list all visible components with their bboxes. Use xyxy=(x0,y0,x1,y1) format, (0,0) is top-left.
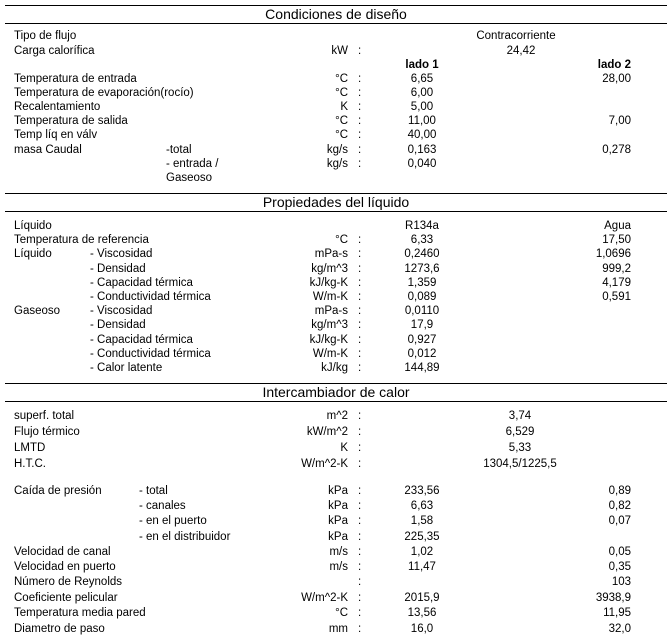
gas-prop-row xyxy=(0,347,671,361)
mass-gas-label: Gaseoso xyxy=(166,172,213,184)
fluid-label: Líquido xyxy=(14,220,52,232)
row-label: - Conductividad térmica xyxy=(90,348,211,360)
row-value-side1: 40,00 xyxy=(407,129,437,141)
row-value-side2: 17,50 xyxy=(602,234,631,246)
colon: : xyxy=(358,410,362,422)
row-value-side1: 0,163 xyxy=(407,144,437,156)
row-value-side1: 16,0 xyxy=(410,623,434,635)
row-label: Temperatura de entrada xyxy=(14,73,137,85)
row-label: - Viscosidad xyxy=(90,248,153,260)
row-value-side2: 0,07 xyxy=(608,515,631,527)
colon: : xyxy=(358,319,362,331)
row-value-side2: 7,00 xyxy=(608,115,631,127)
row-value-side2: 999,2 xyxy=(602,263,631,275)
row-unit: W/m-K xyxy=(312,291,348,303)
row-unit: °C xyxy=(335,115,348,127)
pressure-row xyxy=(0,514,671,528)
colon: : xyxy=(358,607,362,619)
row-value-side1: 2015,9 xyxy=(404,592,440,604)
row-value-side2: 0,82 xyxy=(608,500,631,512)
gas-group-label: Gaseoso xyxy=(14,305,61,317)
pressure-row xyxy=(0,484,671,498)
row-label: - canales xyxy=(139,500,186,512)
row-label: - Viscosidad xyxy=(90,305,153,317)
row-unit: kPa xyxy=(328,500,348,512)
row-label: Número de Reynolds xyxy=(14,576,123,588)
row-label: Temperatura de salida xyxy=(14,115,128,127)
row-label: - en el puerto xyxy=(139,515,207,527)
row-label: Temperatura de evaporación(rocío) xyxy=(14,87,194,99)
section-header-exchanger: Intercambiador de calor xyxy=(5,383,667,402)
design-row xyxy=(0,72,671,86)
section-header-design: Condiciones de diseño xyxy=(5,5,667,24)
row-unit: m/s xyxy=(329,561,348,573)
row-value-side1: 1273,6 xyxy=(404,263,440,275)
mass-inlet-row xyxy=(0,157,671,171)
row-label: - Capacidad térmica xyxy=(90,277,193,289)
row-value-side1: 0,040 xyxy=(407,158,437,170)
design-row xyxy=(0,114,671,128)
row-unit: °C xyxy=(335,87,348,99)
row-label: - Calor latente xyxy=(90,362,163,374)
row-value-side1: 1,58 xyxy=(410,515,434,527)
row-unit: °C xyxy=(335,129,348,141)
heat-load-unit: kW xyxy=(331,45,348,57)
row-label: Diametro de paso xyxy=(14,623,105,635)
row-value: 5,33 xyxy=(508,442,532,454)
row-unit: m^2 xyxy=(326,410,348,422)
row-value-side1: 6,33 xyxy=(410,234,434,246)
gas-prop-row xyxy=(0,333,671,347)
liquid-prop-row xyxy=(0,262,671,276)
design-row xyxy=(0,100,671,114)
gas-prop-row xyxy=(0,318,671,332)
row-value: 3,74 xyxy=(508,410,532,422)
row-label: - total xyxy=(139,485,168,497)
liquid-prop-row xyxy=(0,276,671,290)
colon: : xyxy=(358,277,362,289)
row-value-side1: 1,359 xyxy=(407,277,437,289)
exchanger-row xyxy=(0,457,671,471)
liquid-group-label: Líquido xyxy=(14,248,52,260)
row-label: Recalentamiento xyxy=(14,101,101,113)
ref-temp-label: Temperatura de referencia xyxy=(14,234,149,246)
row-unit: kJ/kg-K xyxy=(309,334,348,346)
row-value-side1: 6,00 xyxy=(410,87,434,99)
colon: : xyxy=(358,45,362,57)
colon: : xyxy=(358,87,362,99)
row-value-side1: 11,47 xyxy=(408,561,436,573)
row-value-side1: 0,0110 xyxy=(404,305,440,317)
exchanger-row xyxy=(0,425,671,439)
row-unit: W/m^2-K xyxy=(301,458,348,470)
row-value: 6,529 xyxy=(505,426,535,438)
colon: : xyxy=(358,234,362,246)
colon: : xyxy=(358,500,362,512)
colon: : xyxy=(358,263,362,275)
row-value-side1: 13,56 xyxy=(407,607,437,619)
heat-load-label: Carga calorífica xyxy=(14,45,95,57)
exchanger-row xyxy=(0,606,671,620)
row-unit: m/s xyxy=(329,546,348,558)
mass-label: masa Caudal xyxy=(14,144,82,156)
row-unit: W/m-K xyxy=(312,348,348,360)
colon: : xyxy=(358,458,362,470)
row-value-side2: 0,89 xyxy=(608,485,631,497)
row-unit: W/m^2-K xyxy=(301,592,348,604)
row-value-side2: 28,00 xyxy=(602,73,631,85)
exchanger-row xyxy=(0,591,671,605)
row-value-side2: 0,591 xyxy=(602,291,631,303)
colon: : xyxy=(358,442,362,454)
row-unit: mm xyxy=(328,623,348,635)
liquid-prop-row xyxy=(0,247,671,261)
fluid-row xyxy=(0,219,671,233)
colon: : xyxy=(358,291,362,303)
pressure-row xyxy=(0,499,671,513)
mass-inlet-label: - entrada / xyxy=(166,158,219,170)
colon: : xyxy=(358,576,362,588)
row-unit: kPa xyxy=(328,531,348,543)
row-label: - en el distribuidor xyxy=(139,531,231,543)
flow-type-label: Tipo de flujo xyxy=(14,30,77,42)
row-unit: °C xyxy=(335,607,348,619)
row-label: - Densidad xyxy=(90,263,146,275)
colon: : xyxy=(358,561,362,573)
row-unit: mPa-s xyxy=(314,248,348,260)
row-value-side2: 1,0696 xyxy=(595,248,631,260)
colon: : xyxy=(358,129,362,141)
colon: : xyxy=(358,248,362,260)
side2-header: lado 2 xyxy=(597,59,631,71)
pressure-row xyxy=(0,530,671,544)
mass-gas-row xyxy=(0,171,671,185)
ref-temp-row xyxy=(0,233,671,247)
colon: : xyxy=(358,144,362,156)
row-value-side1: 11,00 xyxy=(408,115,436,127)
row-unit: kg/m^3 xyxy=(311,263,348,275)
row-label: LMTD xyxy=(14,442,46,454)
heat-load-value: 24,42 xyxy=(506,45,536,57)
colon: : xyxy=(358,362,362,374)
colon: : xyxy=(358,546,362,558)
row-value-side1: 6,65 xyxy=(410,73,434,85)
row-value-side1: 0,927 xyxy=(407,334,437,346)
row-unit: kW/m^2 xyxy=(306,426,348,438)
colon: : xyxy=(358,531,362,543)
row-unit: kg/m^3 xyxy=(311,319,348,331)
row-unit: °C xyxy=(335,234,348,246)
design-row xyxy=(0,128,671,142)
row-unit: kJ/kg-K xyxy=(309,277,348,289)
row-value-side2: 11,95 xyxy=(603,607,631,619)
fluid-side1: R134a xyxy=(405,220,439,232)
row-label: Velocidad en puerto xyxy=(14,561,116,573)
row-unit: kg/s xyxy=(326,158,348,170)
exchanger-row xyxy=(0,441,671,455)
colon: : xyxy=(358,158,362,170)
colon: : xyxy=(358,515,362,527)
row-value-side1: 225,35 xyxy=(404,531,440,543)
pressure-label: Caída de presión xyxy=(14,485,102,497)
gas-prop-row xyxy=(0,304,671,318)
fluid-side2: Agua xyxy=(604,220,631,232)
colon: : xyxy=(358,485,362,497)
side1-header: lado 1 xyxy=(405,59,439,71)
row-unit: K xyxy=(340,442,348,454)
row-value-side1: 144,89 xyxy=(404,362,440,374)
flow-type-row xyxy=(0,29,671,43)
colon: : xyxy=(358,115,362,127)
row-value-side1: 0,089 xyxy=(407,291,437,303)
row-value-side1: 233,56 xyxy=(404,485,440,497)
row-unit: kJ/kg xyxy=(321,362,348,374)
mass-total-row xyxy=(0,143,671,157)
colon: : xyxy=(358,101,362,113)
row-value-side2: 103 xyxy=(611,576,631,588)
colon: : xyxy=(358,348,362,360)
row-value-side2: 0,05 xyxy=(608,546,631,558)
row-value-side1: 0,2460 xyxy=(404,248,440,260)
row-label: Temp líq en válv xyxy=(14,129,98,141)
exchanger-row xyxy=(0,409,671,423)
row-value-side1: 6,63 xyxy=(410,500,434,512)
row-value-side1: 5,00 xyxy=(410,101,434,113)
row-label: superf. total xyxy=(14,410,75,422)
row-value: 1304,5/1225,5 xyxy=(483,458,557,470)
row-label: - Conductividad térmica xyxy=(90,291,211,303)
row-value-side1: 1,02 xyxy=(410,546,434,558)
row-label: Temperatura media pared xyxy=(14,607,146,619)
row-label: Velocidad de canal xyxy=(14,546,111,558)
row-value-side2: 32,0 xyxy=(608,623,631,635)
liquid-prop-row xyxy=(0,290,671,304)
row-label: - Capacidad térmica xyxy=(90,334,193,346)
row-value-side2: 4,179 xyxy=(602,277,631,289)
mass-total-label: -total xyxy=(166,144,192,156)
gas-prop-row xyxy=(0,361,671,375)
row-unit: kPa xyxy=(328,515,348,527)
exchanger-row xyxy=(0,560,671,574)
row-value-side2: 0,278 xyxy=(602,144,631,156)
colon: : xyxy=(358,592,362,604)
row-unit: kg/s xyxy=(326,144,348,156)
row-unit: K xyxy=(340,101,348,113)
row-unit: kPa xyxy=(328,485,348,497)
row-value-side2: 0,35 xyxy=(608,561,631,573)
heat-load-row xyxy=(0,44,671,58)
exchanger-row xyxy=(0,622,671,636)
side-header-row xyxy=(0,58,671,72)
flow-type-value: Contracorriente xyxy=(476,30,556,42)
section-header-liquid: Propiedades del líquido xyxy=(5,193,667,212)
colon: : xyxy=(358,73,362,85)
colon: : xyxy=(358,426,362,438)
design-row xyxy=(0,86,671,100)
row-unit: °C xyxy=(335,73,348,85)
row-label: Coeficiente pelicular xyxy=(14,592,118,604)
row-label: Flujo térmico xyxy=(14,426,80,438)
row-value-side2: 3938,9 xyxy=(595,592,631,604)
row-label: - Densidad xyxy=(90,319,146,331)
exchanger-row xyxy=(0,545,671,559)
row-value-side1: 0,012 xyxy=(407,348,437,360)
row-value-side1: 17,9 xyxy=(410,319,434,331)
exchanger-row xyxy=(0,575,671,589)
colon: : xyxy=(358,305,362,317)
colon: : xyxy=(358,334,362,346)
row-label: H.T.C. xyxy=(14,458,46,470)
colon: : xyxy=(358,623,362,635)
row-unit: mPa-s xyxy=(314,305,348,317)
